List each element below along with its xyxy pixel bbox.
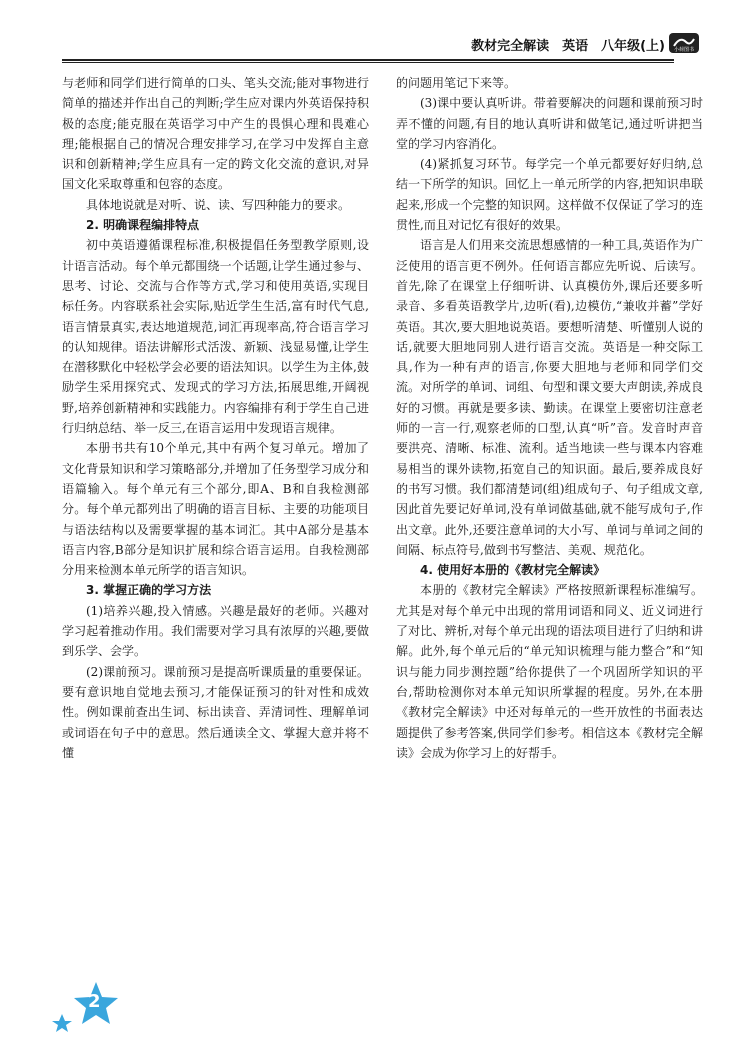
- publisher-logo-icon: [668, 30, 700, 56]
- section-heading: 4. 使用好本册的《教材完全解读》: [420, 563, 606, 578]
- paragraph: (3)课中要认真听讲。带着要解决的问题和课前预习时弄不懂的问题,有目的地认真听讲和做笔记,通过听讲把当堂的学习内容消化。: [396, 96, 703, 151]
- paragraph: 语言是人们用来交流思想感情的一种工具,英语作为广泛使用的语言更不例外。任何语言都应先听说、后读写。首先,除了在课堂上仔细听讲、认真模仿外,课后还要多听录音、多看英语教学片,边听(看),边模仿,“兼收并蓄”学好英语。其次,要大胆地说英语。要想听清楚、听懂别人说的话,就要大胆地同别人进行语言交流。英语是一种交际工具,作为一种有声的语言,你要大胆地与老师和同学们交流。对所学的单词、词组、句型和课文要大声朗读,养成良好的习惯。再就是要多读、勤读。在课堂上要密切注意老师的一言一行,观察老师的口型,认真“听”音。发音时声音要洪亮、清晰、标准、流利。适当地读一些与课本内容难易相当的课外读物,拓宽自己的知识面。最后,要养成良好的书写习惯。我们都清楚词(组)组成句子、句子组成文章,因此首先要记好单词,没有单词做基础,就不能写成句子,作出文章。此外,还要注意单词的大小写、单词与单词之间的间隔、标点符号,做到书写整洁、美观、规范化。: [396, 238, 703, 557]
- paragraph: (4)紧抓复习环节。每学完一个单元都要好好归纳,总结一下所学的知识。回忆上一单元所学的内容,把知识串联起来,形成一个完整的知识网。这样做不仅保证了学习的连贯性,而且对记忆有很好的效果。: [396, 157, 703, 233]
- section-heading: 3. 掌握正确的学习方法: [86, 583, 212, 598]
- paragraph: (1)培养兴趣,投入情感。兴趣是最好的老师。兴趣对学习起着推动作用。我们需要对学习具有浓厚的兴趣,要做到乐学、会学。: [62, 603, 369, 659]
- left-column: [62, 73, 369, 763]
- paragraph: 本册的《教材完全解读》严格按照新课程标准编写。尤其是对每个单元中出现的常用词语和同义、近义词进行了对比、辨析,对每个单元出现的语法项目进行了归纳和讲解。此外,每个单元后的“单元知识梳理与能力整合”和“知识与能力同步测控题”给你提供了一个巩固所学知识的平台,帮助检测你对本单元知识所掌握的程度。另外,在本册《教材完全解读》中还对每单元的一些开放性的书面表达题提供了参考答案,供同学们参考。相信这本《教材完全解读》会成为你学习上的好帮手。: [396, 583, 703, 760]
- header-rule: [62, 59, 674, 61]
- page-number: 2: [88, 991, 101, 1012]
- right-column: [396, 73, 703, 763]
- header-rule-thin: [62, 62, 674, 63]
- section-heading: 2. 明确课程编排特点: [86, 218, 200, 233]
- page-number-star-icon: [52, 980, 122, 1038]
- running-header: 教材完全解读 英语 八年级(上): [471, 39, 665, 54]
- paragraph: 初中英语遵循课程标准,积极提倡任务型教学原则,设计语言活动。每个单元都围绕一个话题,让学生通过参与、思考、讨论、交流与合作等方式,学习和使用英语,实现目标任务。内容联系社会实际,贴近学生生活,富有时代气息,语言情景真实,表达地道规范,词汇再现率高,符合语言学习的认知规律。语法讲解形式活泼、新颖、浅显易懂,让学生在潜移默化中轻松学会必要的语法知识。以学生为主体,鼓励学生采用探究式、发现式的学习方法,拓展思维,开阔视野,培养创新精神和实践能力。内容编排有利于学生自己进行归纳总结、举一反三,在语言运用中发现语言规律。: [62, 238, 369, 436]
- paragraph: 的问题用笔记下来等。: [396, 76, 517, 90]
- paragraph: 具体地说就是对听、说、读、写四种能力的要求。: [86, 197, 351, 212]
- svg-text:小荷图书: 小荷图书: [673, 47, 695, 53]
- paragraph: (2)课前预习。课前预习是提高听课质量的重要保证。要有意识地自觉地去预习,才能保证预习的针对性和成效性。例如课前查出生词、标出读音、弄清词性、理解单词或词语在句子中的意思。然后通读全文、掌握大意并将不懂: [62, 664, 369, 760]
- paragraph: 本册书共有10个单元,其中有两个复习单元。增加了文化背景知识和学习策略部分,并增加了任务型学习成分和语篇输入。每个单元有三个部分,即A、B和自我检测部分。每个单元都列出了明确的语言目标、主要的功能项目与语法结构以及需要掌握的基本词汇。其中A部分是基本语言内容,B部分是知识扩展和综合语言运用。自我检测部分用来检测本单元所学的语言知识。: [62, 441, 369, 578]
- paragraph: 与老师和同学们进行简单的口头、笔头交流;能对事物进行简单的描述并作出自己的判断;学生应对课内外英语保持积极的态度;能克服在英语学习中产生的畏惧心理和畏难心理;能根据自己的情况合理安排学习,在学习中发挥自主意识和创新精神;学生应具有一定的跨文化交流的意识,对异国文化采取尊重和包容的态度。: [62, 76, 369, 192]
